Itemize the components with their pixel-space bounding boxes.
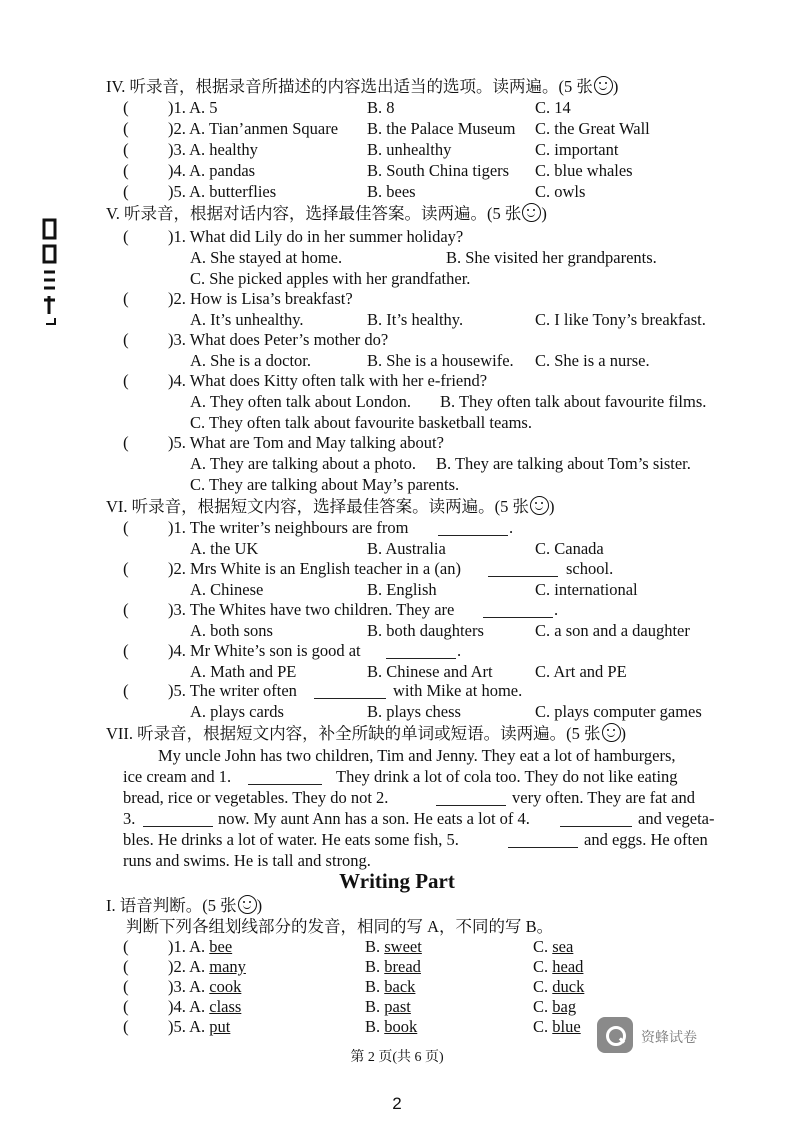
section-v-title: V. 听录音，根据对话内容，选择最佳答案。读两遍。(5 张 ) <box>106 204 547 223</box>
item-number: )3. A. healthy <box>168 140 258 159</box>
option-c: C. I like Tony’s breakfast. <box>535 310 706 329</box>
section-iv-title: IV. 听录音，根据录音所描述的内容选出适当的选项。读两遍。(5 张 ) <box>106 77 619 96</box>
option-b: B. both daughters <box>367 621 484 640</box>
passage-line: very often. They are fat and <box>512 788 695 807</box>
item-number: )1. A. 5 <box>168 98 218 117</box>
option-a: )2. A. many <box>168 957 246 976</box>
answer-paren[interactable]: ( <box>123 182 129 201</box>
page-footer: 第 2 页(共 6 页) <box>350 1050 444 1065</box>
option-a: A. She is a doctor. <box>190 351 311 370</box>
passage-line: bread, rice or vegetables. They do not 2. <box>123 788 389 807</box>
option-c: C. blue whales <box>535 161 633 180</box>
answer-blank[interactable] <box>488 561 558 577</box>
answer-paren[interactable]: ( <box>123 937 129 956</box>
option-b: B. She is a housewife. <box>367 351 514 370</box>
option-c: C. sea <box>533 937 574 956</box>
option-b: B. unhealthy <box>367 140 452 159</box>
question-end: . <box>554 600 559 619</box>
question-text: )2. How is Lisa’s breakfast? <box>168 289 353 308</box>
option-a: A. They often talk about London. <box>190 392 412 411</box>
answer-blank[interactable] <box>483 602 553 618</box>
option-a: A. She stayed at home. <box>190 248 343 267</box>
option-b: B. It’s healthy. <box>367 310 464 329</box>
question-text: )3. What does Peter’s mother do? <box>168 330 389 349</box>
passage-line: and eggs. He often <box>584 830 708 849</box>
option-c: C. They often talk about favourite basketball teams. <box>190 413 532 432</box>
option-b: B. South China tigers <box>367 161 510 180</box>
option-a: A. the UK <box>190 539 259 558</box>
binding-marks <box>38 218 60 326</box>
question-text: )1. What did Lily do in her summer holiday? <box>168 227 464 246</box>
answer-paren[interactable]: ( <box>123 227 129 246</box>
question-end: with Mike at home. <box>393 681 523 700</box>
answer-paren[interactable]: ( <box>123 1017 129 1036</box>
option-a: A. both sons <box>190 621 273 640</box>
answer-blank[interactable] <box>438 520 508 536</box>
passage-line: 3. <box>123 809 136 828</box>
answer-blank[interactable] <box>314 683 386 699</box>
answer-paren[interactable]: ( <box>123 371 129 390</box>
section-w1-title: I. 语音判断。(5 张 ) <box>106 896 263 915</box>
question-text: )3. The Whites have two children. They are <box>168 600 455 619</box>
answer-blank-4[interactable] <box>560 811 632 827</box>
option-c: C. She is a nurse. <box>535 351 650 370</box>
option-a: )3. A. cook <box>168 977 242 996</box>
question-end: school. <box>566 559 614 578</box>
answer-blank-5[interactable] <box>508 832 578 848</box>
option-b: B. sweet <box>365 937 422 956</box>
item-number: )4. A. pandas <box>168 161 256 180</box>
option-a: )4. A. class <box>168 997 242 1016</box>
question-text: )4. Mr White’s son is good at <box>168 641 361 660</box>
smiley-icon <box>522 203 541 222</box>
answer-paren[interactable]: ( <box>123 957 129 976</box>
option-a: A. plays cards <box>190 702 284 721</box>
answer-paren[interactable]: ( <box>123 140 129 159</box>
option-b: B. book <box>365 1017 418 1036</box>
option-b: B. Australia <box>367 539 446 558</box>
option-a: A. It’s unhealthy. <box>190 310 304 329</box>
question-end: . <box>457 641 462 660</box>
section-vi-title: VI. 听录音，根据短文内容，选择最佳答案。读两遍。(5 张 ) <box>106 497 555 516</box>
answer-blank-3[interactable] <box>143 811 213 827</box>
answer-paren[interactable]: ( <box>123 681 129 700</box>
passage-line: and vegeta- <box>638 809 715 828</box>
answer-paren[interactable]: ( <box>123 518 129 537</box>
option-c: C. blue <box>533 1017 581 1036</box>
smiley-icon <box>238 895 257 914</box>
answer-blank-2[interactable] <box>436 790 506 806</box>
option-a: )1. A. bee <box>168 937 233 956</box>
option-b: B. They are talking about Tom’s sister. <box>436 454 691 473</box>
option-c: C. They are talking about May’s parents. <box>190 475 460 494</box>
option-c: C. international <box>535 580 638 599</box>
smiley-icon <box>602 723 621 742</box>
passage-line: They drink a lot of cola too. They do not like eating <box>336 767 678 786</box>
smiley-icon <box>530 496 549 515</box>
answer-paren[interactable]: ( <box>123 559 129 578</box>
question-text: )5. What are Tom and May talking about? <box>168 433 444 452</box>
question-text: )2. Mrs White is an English teacher in a (an) <box>168 559 461 578</box>
option-a: A. Chinese <box>190 580 264 599</box>
option-b: B. 8 <box>367 98 395 117</box>
answer-blank-1[interactable] <box>248 769 322 785</box>
question-text: )1. The writer’s neighbours are from <box>168 518 409 537</box>
page-number: 2 <box>392 1094 402 1113</box>
option-c: C. Canada <box>535 539 604 558</box>
option-a: A. Math and PE <box>190 662 297 681</box>
passage-line: ice cream and 1. <box>123 767 232 786</box>
option-a: )5. A. put <box>168 1017 231 1036</box>
option-b: B. past <box>365 997 411 1016</box>
option-b: B. back <box>365 977 416 996</box>
option-c: C. the Great Wall <box>535 119 650 138</box>
option-c: C. head <box>533 957 584 976</box>
option-c: C. 14 <box>535 98 571 117</box>
passage-line: now. My aunt Ann has a son. He eats a lot of 4. <box>218 809 530 828</box>
option-b: B. bees <box>367 182 416 201</box>
answer-blank[interactable] <box>386 643 456 659</box>
section-vii-title: VII. 听录音，根据短文内容，补全所缺的单词或短语。读两遍。(5 张 ) <box>106 724 627 743</box>
option-c: C. duck <box>533 977 585 996</box>
option-b: B. She visited her grandparents. <box>446 248 657 267</box>
option-b: B. Chinese and Art <box>367 662 493 681</box>
item-number: )2. A. Tian’anmen Square <box>168 119 339 138</box>
answer-paren[interactable]: ( <box>123 119 129 138</box>
instructions: 判断下列各组划线部分的发音，相同的写 A，不同的写 B。 <box>126 917 554 936</box>
answer-paren[interactable]: ( <box>123 330 129 349</box>
option-c: C. owls <box>535 182 586 201</box>
question-end: . <box>509 518 514 537</box>
watermark-text: 资蜂试卷 <box>641 1030 697 1046</box>
passage-line: bles. He drinks a lot of water. He eats some fish, 5. <box>123 830 459 849</box>
answer-paren[interactable]: ( <box>123 600 129 619</box>
answer-paren[interactable]: ( <box>123 98 129 117</box>
smiley-icon <box>594 76 613 95</box>
item-number: )5. A. butterflies <box>168 182 277 201</box>
answer-paren[interactable]: ( <box>123 289 129 308</box>
option-b: B. the Palace Museum <box>367 119 516 138</box>
passage-line: My uncle John has two children, Tim and Jenny. They eat a lot of hamburgers, <box>158 746 676 765</box>
option-c: C. a son and a daughter <box>535 621 690 640</box>
option-a: A. They are talking about a photo. <box>190 454 417 473</box>
option-b: B. bread <box>365 957 421 976</box>
option-b: B. English <box>367 580 437 599</box>
question-text: )4. What does Kitty often talk with her e-friend? <box>168 371 488 390</box>
question-text: )5. The writer often <box>168 681 297 700</box>
option-c: C. Art and PE <box>535 662 627 681</box>
option-b: B. plays chess <box>367 702 461 721</box>
option-c: C. plays computer games <box>535 702 702 721</box>
option-c: C. important <box>535 140 619 159</box>
option-c: C. She picked apples with her grandfather. <box>190 269 471 288</box>
answer-paren[interactable]: ( <box>123 433 129 452</box>
option-c: C. bag <box>533 997 577 1016</box>
writing-part-title: Writing Part <box>339 869 455 893</box>
answer-paren[interactable]: ( <box>123 977 129 996</box>
option-b: B. They often talk about favourite films. <box>440 392 707 411</box>
answer-paren[interactable]: ( <box>123 641 129 660</box>
answer-paren[interactable]: ( <box>123 161 129 180</box>
answer-paren[interactable]: ( <box>123 997 129 1016</box>
passage-line: runs and swims. He is tall and strong. <box>123 851 371 870</box>
